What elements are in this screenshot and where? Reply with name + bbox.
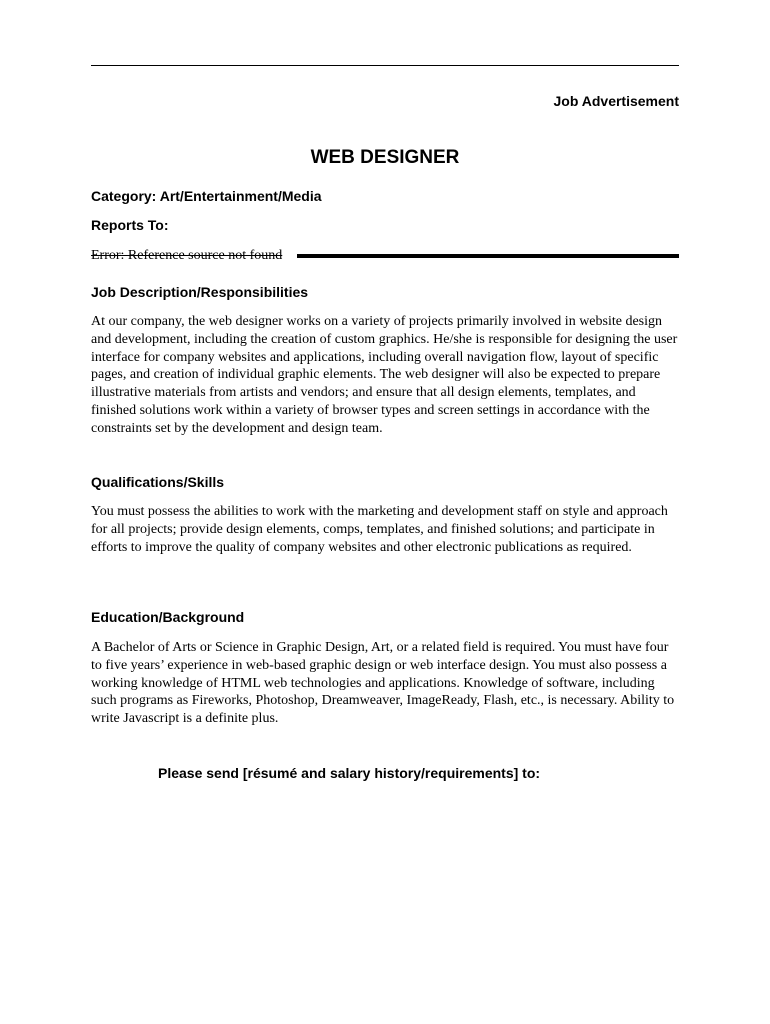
- job-category: Category: Art/Entertainment/Media: [91, 188, 322, 204]
- reports-to-label: Reports To:: [91, 217, 169, 233]
- top-divider: [91, 65, 679, 66]
- section-heading-job-description: Job Description/Responsibilities: [91, 284, 309, 300]
- document-type-label: Job Advertisement: [553, 93, 679, 109]
- heavy-divider: [297, 254, 679, 258]
- application-instructions: Please send [résumé and salary history/requirements] to:: [158, 765, 541, 781]
- section-body-education: A Bachelor of Arts or Science in Graphic Design, Art, or a related field is required. You must have four to five years’ experience in web-based graphic design or web interface design. You must also possess a working knowledge of HTML web technologies and applications. Knowledge of software, including such programs as Fireworks, Photoshop, Dreamweaver, ImageReady, Flash, etc., is necessary. Ability to write Javascript is a definite plus.: [91, 640, 675, 727]
- section-heading-qualifications: Qualifications/Skills: [91, 474, 225, 490]
- section-body-job-description: At our company, the web designer works on a variety of projects primarily involved in website design and development, including the creation of custom graphics. He/she is responsible for designing the user interface for company websites and applications, including overall navigation flow, layout of specific pages, and creation of individual graphic elements. The web designer will also be expected to prepare illustrative materials from artists and vendors; and ensure that all design elements, templates, and finished solutions work within a variety of browser types and screen settings in accordance with the constraints set by the development and design team.: [91, 314, 678, 436]
- section-body-qualifications: You must possess the abilities to work with the marketing and development staff on style and approach for all projects; provide design elements, comps, templates, and finished solutions; and participate in efforts to improve the quality of company websites and other electronic publications as required.: [91, 504, 668, 555]
- job-title: WEB DESIGNER: [310, 147, 460, 168]
- section-heading-education: Education/Background: [91, 609, 245, 625]
- reference-error-text: Error: Reference source not found: [91, 248, 283, 263]
